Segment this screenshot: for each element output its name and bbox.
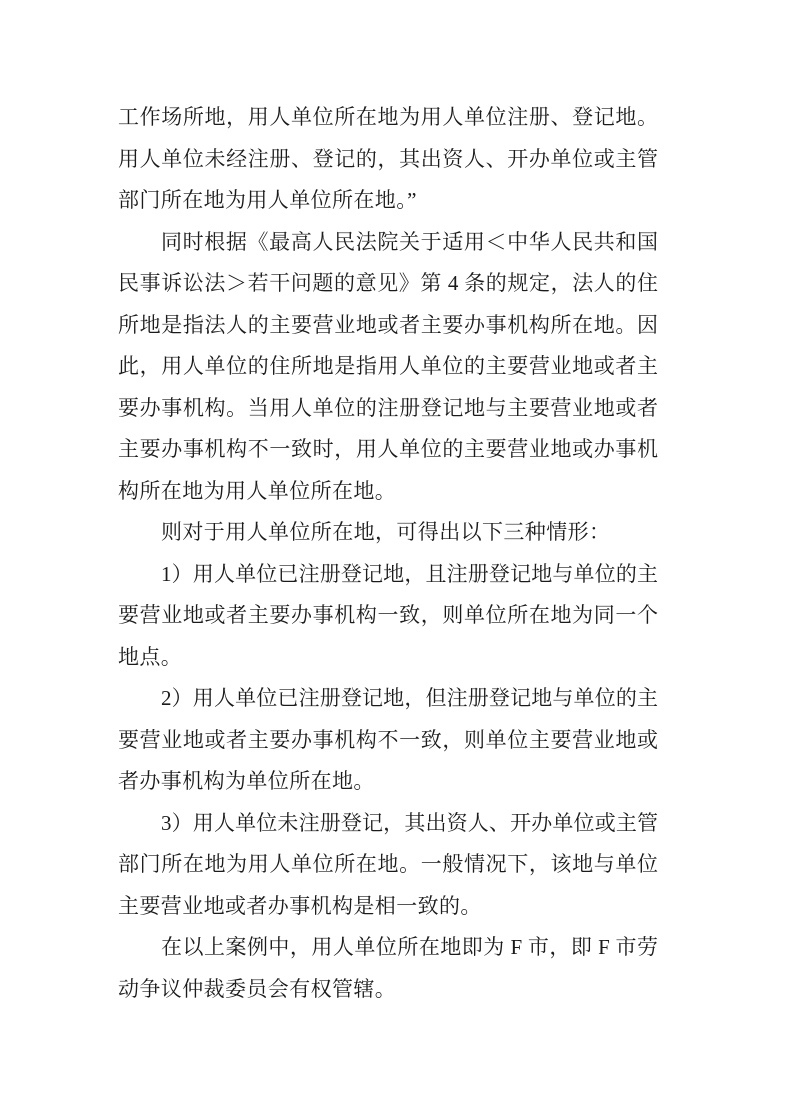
text-line: 要营业地或者主要办事机构不一致，则单位主要营业地或 bbox=[118, 727, 658, 752]
text-line: 所地是指法人的主要营业地或者主要办事机构所在地。因 bbox=[118, 312, 658, 337]
text-line: 构所在地为用人单位所在地。 bbox=[118, 478, 397, 503]
text-line: 民事诉讼法＞若干问题的意见》第 4 条的规定，法人的住 bbox=[118, 271, 658, 295]
text-line: 部门所在地为用人单位所在地。” bbox=[118, 188, 417, 212]
text-line: 地点。 bbox=[118, 644, 183, 669]
text-block bbox=[118, 97, 658, 1010]
text-line: 工作场所地，用人单位所在地为用人单位注册、登记地。 bbox=[118, 105, 658, 129]
text-line: 则对于用人单位所在地，可得出以下三种情形： bbox=[161, 520, 611, 544]
text-line: 主要办事机构不一致时，用人单位的主要营业地或办事机 bbox=[118, 437, 658, 461]
text-line: 在以上案例中，用人单位所在地即为 F 市，即 F 市劳 bbox=[161, 935, 658, 959]
text-line: 者办事机构为单位所在地。 bbox=[118, 769, 375, 793]
text-line: 此，用人单位的住所地是指用人单位的主要营业地或者主 bbox=[118, 354, 658, 378]
text-line: 同时根据《最高人民法院关于适用＜中华人民共和国 bbox=[161, 229, 658, 254]
text-line: 3）用人单位未注册登记，其出资人、开办单位或主管 bbox=[161, 810, 658, 835]
text-line: 1）用人单位已注册登记地，且注册登记地与单位的主 bbox=[161, 561, 658, 586]
text-line: 部门所在地为用人单位所在地。一般情况下，该地与单位 bbox=[118, 852, 658, 876]
text-line: 要办事机构。当用人单位的注册登记地与主要营业地或者 bbox=[118, 395, 658, 420]
text-line: 用人单位未经注册、登记的，其出资人、开办单位或主管 bbox=[118, 146, 658, 171]
text-line: 动争议仲裁委员会有权管辖。 bbox=[118, 976, 397, 1001]
text-line: 主要营业地或者办事机构是相一致的。 bbox=[118, 893, 482, 918]
text-line: 2）用人单位已注册登记地，但注册登记地与单位的主 bbox=[161, 686, 658, 710]
text-line: 要营业地或者主要办事机构一致，则单位所在地为同一个 bbox=[118, 603, 658, 627]
